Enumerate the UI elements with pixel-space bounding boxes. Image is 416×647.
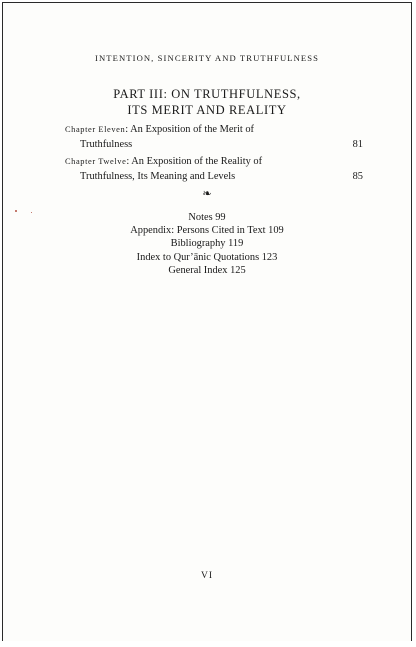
chapter-title-line-2: Truthfulness [80, 139, 133, 150]
part-title-line-1: PART III: ON TRUTHFULNESS, [113, 87, 301, 101]
toc-entry-notes[interactable]: Notes 99 [188, 212, 226, 223]
toc-entry-general-index[interactable]: General Index 125 [168, 264, 246, 276]
chapter-page-number: 85 [352, 171, 363, 182]
toc-entry-quranic-index[interactable]: Index to Qur’ānic Quotations 123 [136, 251, 278, 263]
chapter-title-line-2: Truthfulness, Its Meaning and Levels [80, 171, 236, 182]
chapter-label: Chapter Twelve [65, 157, 127, 166]
paper-speck [31, 212, 32, 213]
paper-speck [15, 210, 17, 212]
chapter-title-line-1: : An Exposition of the Merit of [125, 124, 254, 135]
toc-entry-chapter-eleven[interactable] [65, 122, 363, 152]
chapter-label: Chapter Eleven [65, 125, 126, 134]
page-folio: VI [200, 571, 214, 581]
backmatter-list [3, 211, 411, 277]
chapter-page-number: 81 [352, 139, 363, 150]
book-page [2, 2, 412, 641]
fleuron-ornament-icon: ❧ [202, 188, 212, 200]
toc-entry-bibliography[interactable]: Bibliography 119 [170, 238, 244, 250]
toc-entry-appendix[interactable]: Appendix: Persons Cited in Text 109 [130, 225, 284, 237]
part-title-line-2: ITS MERIT AND REALITY [127, 102, 287, 117]
toc-entry-chapter-twelve[interactable] [65, 154, 363, 184]
running-head: INTENTION, SINCERITY AND TRUTHFULNESS [94, 53, 320, 63]
part-title [3, 87, 411, 118]
chapter-title-line-1: : An Exposition of the Reality of [126, 156, 263, 167]
